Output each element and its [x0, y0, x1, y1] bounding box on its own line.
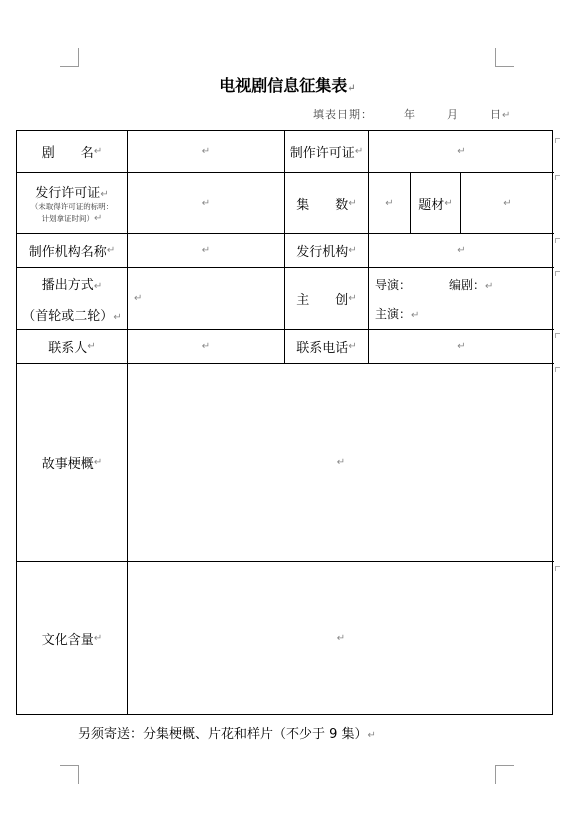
input-broadcast[interactable]: ↵	[128, 268, 285, 330]
input-producer[interactable]: ↵	[128, 234, 285, 268]
crop-mark-top-right	[495, 48, 514, 67]
label-broadcast: 播出方式↵ （首轮或二轮）↵	[17, 268, 128, 330]
input-release-permit[interactable]: ↵	[128, 173, 285, 234]
label-contact: 联系人 ↵	[17, 330, 128, 364]
input-phone[interactable]: ↵	[369, 330, 554, 364]
row-end-mark	[555, 138, 560, 143]
director-label: 导演：	[375, 277, 412, 292]
crop-mark-top-left	[60, 48, 79, 67]
info-form-table	[16, 130, 553, 715]
crop-mark-bottom-right	[495, 765, 514, 784]
label-production-permit: 制作许可证 ↵	[285, 131, 369, 173]
input-creators[interactable]: 导演： 编剧：↵ 主演：↵	[369, 268, 554, 330]
row-end-mark	[555, 271, 560, 276]
input-contact[interactable]: ↵	[128, 330, 285, 364]
fill-date-label: 填表日期：	[313, 108, 373, 121]
release-permit-note-2: 计划拿证时间）↵	[41, 212, 103, 224]
label-producer: 制作机构名称 ↵	[17, 234, 128, 268]
label-release-permit: 发行许可证↵ （未取得许可证的标明： 计划拿证时间）↵	[17, 173, 128, 234]
release-permit-note-1: （未取得许可证的标明：	[30, 201, 114, 211]
input-story[interactable]: ↵	[128, 364, 554, 562]
label-distributor: 发行机构 ↵	[285, 234, 369, 268]
input-culture[interactable]: ↵	[336, 632, 346, 644]
input-episodes[interactable]: ↵	[369, 173, 411, 234]
row-end-mark	[555, 566, 560, 571]
writer-label: 编剧：	[449, 277, 486, 292]
label-culture: 文化含量 ↵	[17, 562, 128, 714]
row-end-mark	[555, 333, 560, 338]
label-story: 故事梗概 ↵	[17, 364, 128, 562]
input-name[interactable]: ↵	[128, 131, 285, 173]
label-creators: 主 创 ↵	[285, 268, 369, 330]
label-genre: 题材 ↵	[411, 173, 461, 234]
input-genre[interactable]: ↵	[461, 173, 554, 234]
label-episodes: 集 数 ↵	[285, 173, 369, 234]
row-end-mark	[555, 238, 560, 243]
row-end-mark	[555, 175, 560, 180]
lead-actor-label: 主演：	[375, 306, 412, 321]
label-phone: 联系电话 ↵	[285, 330, 369, 364]
fill-date-line: 填表日期： 年 月 日↵	[313, 108, 512, 121]
document-title: 电视剧信息征集表↵	[219, 76, 356, 95]
label-name: 剧 名 ↵	[17, 131, 128, 173]
input-distributor[interactable]: ↵	[369, 234, 554, 268]
fill-date-year: 年	[404, 108, 416, 121]
crop-mark-bottom-left	[60, 765, 79, 784]
fill-date-month: 月	[447, 108, 459, 121]
fill-date-day: 日	[490, 108, 502, 121]
footer-note: 另须寄送：分集梗概、片花和样片（不少于 9 集）↵	[78, 727, 376, 742]
input-production-permit[interactable]: ↵	[369, 131, 554, 173]
row-end-mark	[555, 367, 560, 372]
